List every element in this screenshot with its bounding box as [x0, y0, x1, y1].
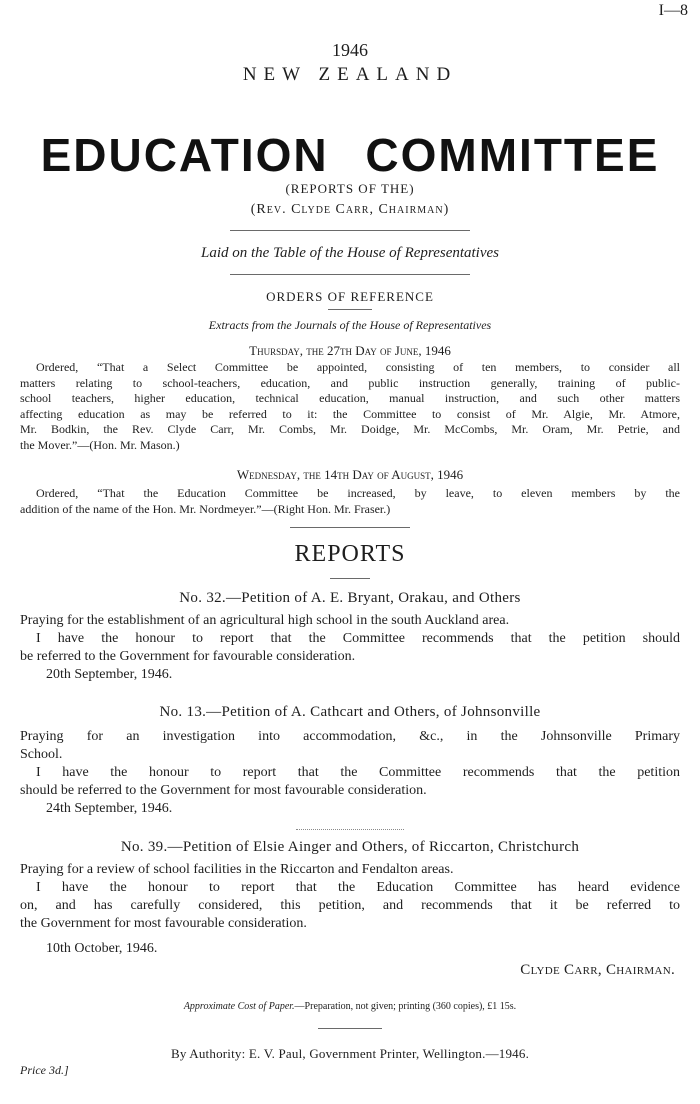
- divider: [330, 578, 370, 579]
- country-heading: NEW ZEALAND: [242, 64, 458, 85]
- order-line: Ordered, “That the Education Committee be increased, by leave, to eleven members by the: [36, 486, 680, 500]
- order-date: Wednesday, the 14th Day of August, 1946: [236, 467, 464, 482]
- order-line: the Mover.”—(Hon. Mr. Mason.): [20, 437, 180, 452]
- laid-on-table-line: Laid on the Table of the House of Representatives: [200, 245, 500, 261]
- document-title: EDUCATION COMMITTEE: [40, 129, 660, 181]
- divider: [230, 274, 470, 275]
- reports-heading: REPORTS: [294, 541, 406, 567]
- petition-title: No. 13.—Petition of A. Cathcart and Others, of Johnsonville: [159, 704, 541, 720]
- petition-line: I have the honour to report that the Committee recommends that the petition: [36, 765, 680, 780]
- petition-body: [20, 728, 680, 818]
- cost-label: Approximate Cost of Paper.: [183, 1001, 295, 1012]
- order-line: Ordered, “That a Select Committee be appointed, consisting of ten members, to consider all: [36, 360, 680, 374]
- petition-title: No. 32.—Petition of A. E. Bryant, Orakau, and Others: [179, 590, 521, 606]
- petition-line: Praying for an investigation into accommodation, &c., in the Johnsonville Primary: [20, 729, 680, 744]
- divider: [230, 230, 470, 231]
- petition-line: be referred to the Government for favourable consideration.: [20, 649, 356, 664]
- petition-date: 10th October, 1946.: [46, 941, 158, 956]
- petition-body: [20, 612, 680, 684]
- orders-heading: ORDERS OF REFERENCE: [266, 289, 434, 304]
- dotted-divider: [296, 829, 404, 830]
- cost-of-paper-line: [0, 1001, 700, 1012]
- order-paragraph: [20, 486, 680, 517]
- authority-line: By Authority: E. V. Paul, Government Printer, Wellington.—1946.: [170, 1046, 530, 1061]
- order-date: Thursday, the 27th Day of June, 1946: [249, 343, 451, 358]
- divider: [290, 527, 410, 528]
- order-line: Mr. Bodkin, the Rev. Clyde Carr, Mr. Combs, Mr. Doidge, Mr. McCombs, Mr. Oram, Mr. Petrie, and: [20, 422, 680, 436]
- petition-title: No. 39.—Petition of Elsie Ainger and Others, of Riccarton, Christchurch: [120, 839, 580, 855]
- cost-text: —Preparation, not given; printing (360 copies), £1 15s.: [294, 1001, 517, 1012]
- page-reference: I—8: [658, 2, 688, 19]
- order-paragraph: [20, 360, 680, 453]
- petition-line: I have the honour to report that the Committee recommends that the petition should: [36, 631, 680, 646]
- order-line: addition of the name of the Hon. Mr. Nordmeyer.”—(Right Hon. Mr. Fraser.): [20, 501, 391, 516]
- extracts-line: Extracts from the Journals of the House of Representatives: [208, 318, 492, 332]
- year: 1946: [332, 40, 368, 60]
- price-note: Price 3d.]: [20, 1063, 69, 1077]
- chairman-signature: Clyde Carr, Chairman.: [520, 962, 675, 978]
- petition-line: should be referred to the Government for most favourable consideration.: [20, 783, 427, 798]
- divider: [328, 309, 372, 310]
- chairman-line: (Rev. Clyde Carr, Chairman): [250, 202, 450, 217]
- order-line: affecting education as may be referred to it: the Committee to consist of Mr. Algie, Mr. Atmore,: [20, 406, 680, 421]
- petition-body: [20, 861, 680, 933]
- petition-date: 20th September, 1946.: [46, 667, 173, 682]
- order-line: school teachers, higher education, technical education, manual instruction, and such other matters: [20, 391, 680, 405]
- divider: [318, 1028, 382, 1029]
- petition-line: Praying for the establishment of an agricultural high school in the south Auckland area.: [20, 613, 510, 628]
- petition-line: the Government for most favourable consideration.: [20, 916, 307, 931]
- petition-line: Praying for a review of school facilities in the Riccarton and Fendalton areas.: [20, 862, 454, 877]
- petition-line: I have the honour to report that the Education Committee has heard evidence: [36, 880, 680, 895]
- document-subtitle: (REPORTS OF THE): [285, 181, 415, 196]
- petition-line: on, and has carefully considered, this petition, and recommends that it be referred to: [20, 898, 680, 913]
- petition-line: School.: [20, 747, 63, 762]
- order-line: matters relating to school-teachers, education, and public instruction generally, training of public-: [20, 375, 680, 390]
- petition-date: 24th September, 1946.: [46, 801, 173, 816]
